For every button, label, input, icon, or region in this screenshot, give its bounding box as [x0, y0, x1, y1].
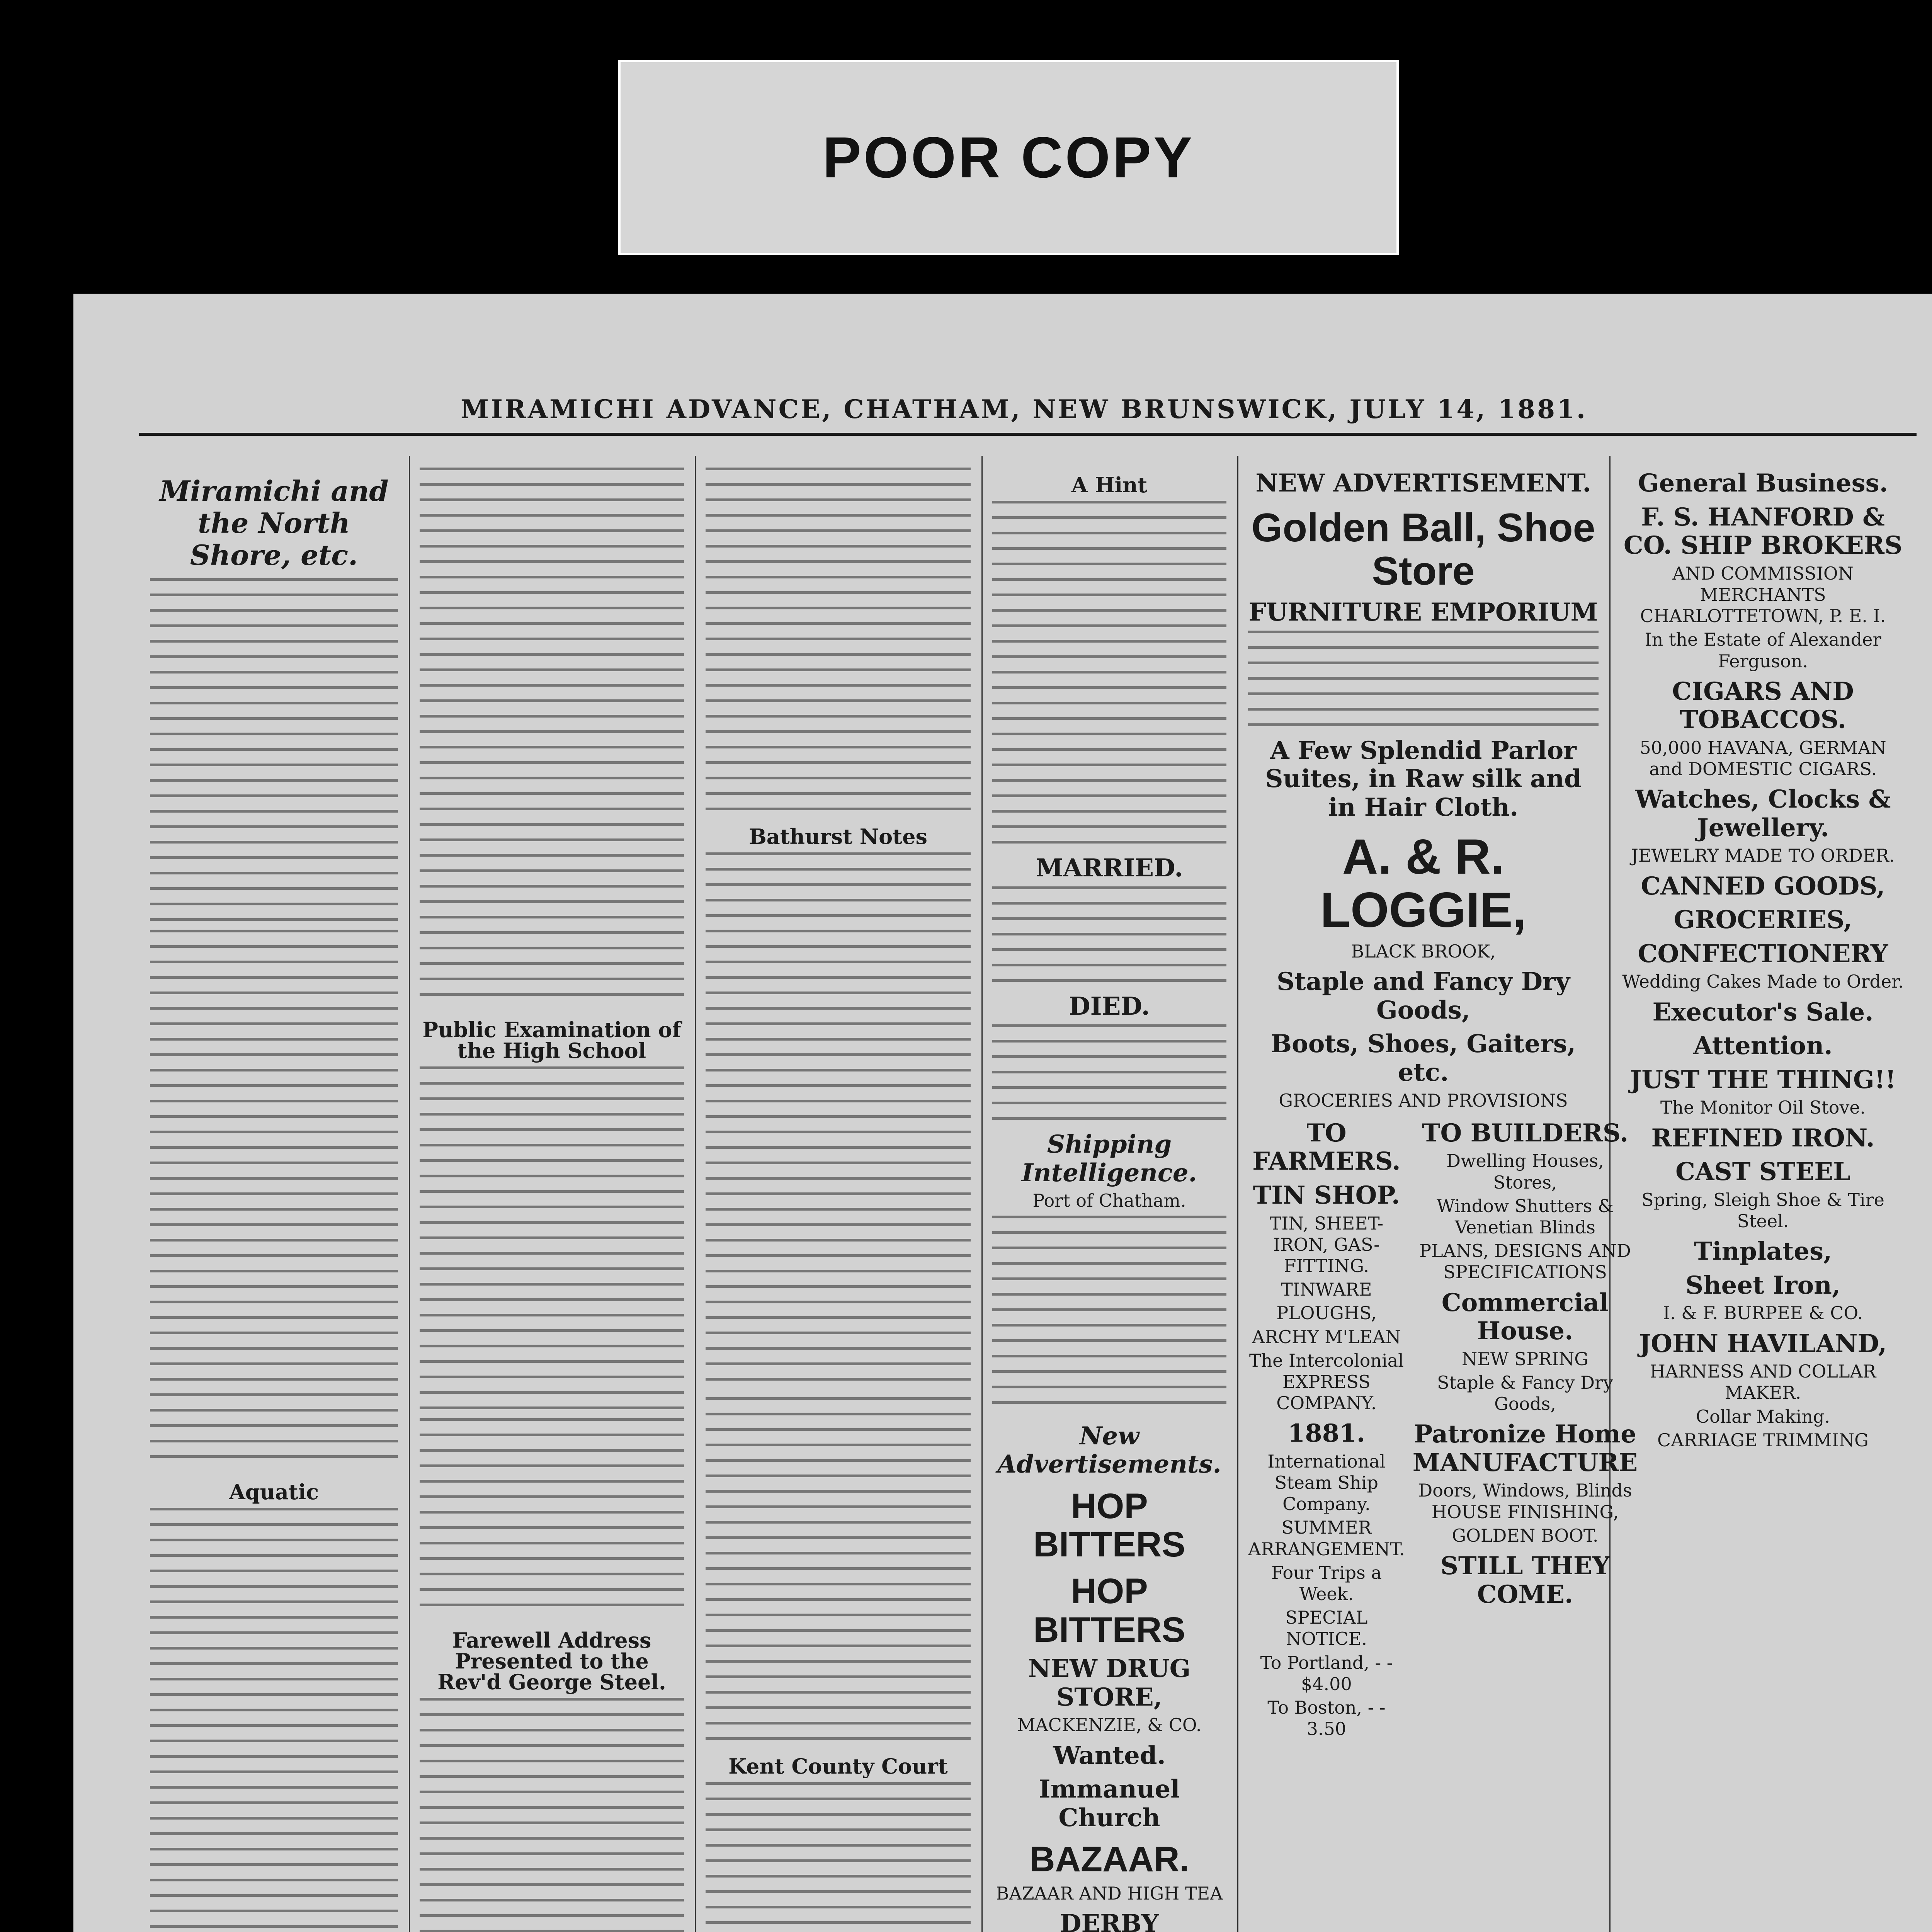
executors-sale: Executor's Sale.: [1652, 997, 1874, 1027]
kent-court-heading: Kent County Court: [728, 1754, 948, 1779]
article-text: [706, 468, 971, 815]
poor-copy-label: POOR COPY: [822, 125, 1195, 190]
to-builders: TO BUILDERS.: [1422, 1118, 1629, 1148]
column-2: [409, 464, 695, 1932]
article-text: [706, 1397, 971, 1745]
ploughs: PLOUGHS,: [1276, 1303, 1377, 1324]
spring-steel: Spring, Sleigh Shoe & Tire Steel.: [1641, 1189, 1884, 1231]
golden-ball-ad: Golden Ball, Shoe Store: [1251, 505, 1595, 594]
column-3: [695, 464, 981, 1932]
wedding-cakes: Wedding Cakes Made to Order.: [1622, 971, 1904, 992]
tinware: TINWARE: [1281, 1279, 1372, 1300]
to-farmers: TO FARMERS.: [1252, 1118, 1401, 1176]
column-4: [981, 464, 1237, 1932]
hop-bitters-ad: HOP BITTERS: [1033, 1571, 1185, 1650]
notice-text: [992, 886, 1226, 987]
notice-text: [992, 1024, 1226, 1125]
harness-maker: HARNESS AND COLLAR MAKER.: [1650, 1361, 1876, 1403]
still-they-come: STILL THEY COME.: [1440, 1551, 1610, 1609]
married-heading: MARRIED.: [1036, 854, 1183, 883]
four-trips: Four Trips a Week.: [1271, 1562, 1382, 1604]
poor-copy-stamp: [618, 60, 1399, 255]
shipping-list: [992, 1216, 1226, 1417]
shipping-heading: Shipping Intelligence.: [1022, 1130, 1197, 1187]
staple-fancy: Staple & Fancy Dry Goods,: [1437, 1372, 1614, 1415]
ad-text: [1248, 631, 1599, 731]
new-ad-banner: NEW ADVERTISEMENT.: [1255, 469, 1591, 498]
attention-heading: Attention.: [1693, 1031, 1833, 1061]
article-text: [992, 501, 1226, 849]
bathurst-heading: Bathurst Notes: [749, 824, 927, 849]
general-business: General Business.: [1638, 469, 1888, 498]
article-text: [420, 1698, 684, 1932]
summer-arrangement: SUMMER ARRANGEMENT.: [1248, 1517, 1405, 1560]
article-text: [150, 1508, 398, 1932]
immanuel-ad: Immanuel Church: [1039, 1775, 1180, 1832]
article-text: [420, 1066, 684, 1414]
cast-steel: CAST STEEL: [1675, 1157, 1851, 1187]
hint-heading: A Hint: [1071, 473, 1148, 497]
article-text: [150, 578, 398, 926]
staple-goods: Staple and Fancy Dry Goods,: [1276, 967, 1570, 1025]
loggie-ad: A. & R. LOGGIE,: [1320, 829, 1527, 938]
collar-making: Collar Making.: [1696, 1406, 1830, 1427]
article-text: [150, 930, 398, 1471]
newspaper-page: [73, 294, 1932, 1932]
tin-shop: TIN SHOP.: [1253, 1181, 1400, 1210]
to-boston: To Boston, - - 3.50: [1267, 1697, 1386, 1740]
split-left: [1248, 1114, 1405, 1742]
bazaar-ad: BAZAAR.: [1029, 1840, 1189, 1879]
article-text: [420, 1418, 684, 1619]
article-text: [706, 852, 971, 1393]
hop-bitters-ad: HOP BITTERS: [1033, 1486, 1185, 1565]
john-haviland: JOHN HAVILAND,: [1639, 1329, 1887, 1358]
drug-store-names: MACKENZIE, & CO.: [1017, 1714, 1202, 1736]
wanted-heading: Wanted.: [1053, 1741, 1166, 1770]
black-brook: BLACK BROOK,: [1351, 941, 1496, 962]
monitor-stove: The Monitor Oil Stove.: [1660, 1097, 1866, 1118]
furniture-heading: FURNITURE EMPORIUM: [1248, 598, 1598, 627]
derby-ad: DERBY: [1060, 1909, 1159, 1932]
patronize-home: Patronize Home MANUFACTURE: [1412, 1420, 1638, 1477]
article-text: [706, 1782, 971, 1932]
new-ads-heading: New Advertisements.: [997, 1421, 1221, 1479]
column-1: [139, 464, 409, 1932]
port-heading: Port of Chatham.: [1032, 1190, 1186, 1211]
tinplates: Tinplates,: [1694, 1237, 1832, 1266]
parlor-suites-ad: A Few Splendid Parlor Suites, in Raw silk and in Hair Cloth.: [1265, 736, 1582, 822]
cigars-ad: CIGARS AND TOBACCOS.: [1672, 677, 1854, 735]
died-heading: DIED.: [1069, 992, 1150, 1021]
watches-ad: Watches, Clocks & Jewellery.: [1635, 785, 1891, 842]
plans-designs: PLANS, DESIGNS AND SPECIFICATIONS: [1419, 1240, 1631, 1283]
masthead: MIRAMICHI ADVANCE, CHATHAM, NEW BRUNSWICK, JULY 14, 1881.: [461, 394, 1587, 424]
new-spring: NEW SPRING: [1462, 1348, 1588, 1369]
commission-merchants: AND COMMISSION MERCHANTS CHARLOTTETOWN, P. E. I.: [1640, 563, 1886, 627]
confectionery-ad: CONFECTIONERY: [1638, 939, 1888, 968]
doors-windows: Doors, Windows, Blinds HOUSE FINISHING,: [1418, 1480, 1632, 1522]
intercolonial-express: The Intercolonial EXPRESS COMPANY.: [1249, 1350, 1404, 1414]
canned-goods: CANNED GOODS,: [1641, 871, 1885, 901]
tin-sheet-iron: TIN, SHEET-IRON, GAS-FITTING.: [1269, 1213, 1384, 1276]
archy-mclean: ARCHY M'LEAN: [1252, 1326, 1401, 1347]
aquatic-heading: Aquatic: [229, 1480, 319, 1505]
drug-store-ad: NEW DRUG STORE,: [1028, 1654, 1191, 1712]
year-1881: 1881.: [1287, 1419, 1366, 1448]
local-news-heading: Miramichi and the North Shore, etc.: [159, 474, 389, 571]
just-the-thing: JUST THE THING!!: [1630, 1065, 1896, 1094]
masthead-rule: [139, 433, 1917, 436]
havana-cigars: 50,000 HAVANA, GERMAN and DOMESTIC CIGARS.: [1639, 737, 1886, 780]
window-shutters: Window Shutters & Venetian Blinds: [1436, 1195, 1614, 1238]
special-notice: SPECIAL NOTICE.: [1285, 1607, 1368, 1650]
bazaar-sub: BAZAAR AND HIGH TEA: [996, 1883, 1223, 1904]
commercial-house: Commercial House.: [1441, 1288, 1609, 1346]
sheet-iron: Sheet Iron,: [1685, 1270, 1841, 1300]
dwelling-houses: Dwelling Houses, Stores,: [1446, 1150, 1604, 1193]
steam-ship: International Steam Ship Company.: [1267, 1451, 1386, 1515]
groceries-ad: GROCERIES,: [1673, 905, 1852, 935]
golden-boot: GOLDEN BOOT.: [1452, 1525, 1599, 1546]
carriage-trimming: CARRIAGE TRIMMING: [1657, 1429, 1869, 1451]
groceries-provisions: GROCERIES AND PROVISIONS: [1279, 1090, 1568, 1111]
estate-notice: In the Estate of Alexander Ferguson.: [1645, 629, 1881, 672]
column-6: [1609, 464, 1917, 1932]
split-right: [1413, 1114, 1638, 1742]
hanford-ad: F. S. HANFORD & CO. SHIP BROKERS: [1623, 502, 1903, 560]
split-row: [1248, 1114, 1638, 1742]
column-5: [1237, 464, 1638, 1932]
burpee-co: I. & F. BURPEE & CO.: [1663, 1303, 1863, 1324]
jewelry-ad: JEWELRY MADE TO ORDER.: [1631, 845, 1895, 866]
to-portland: To Portland, - - $4.00: [1260, 1652, 1393, 1694]
high-school-heading: Public Examination of the High School: [422, 1017, 681, 1063]
refined-iron: REFINED IRON.: [1651, 1123, 1875, 1153]
farewell-heading: Farewell Address Presented to the Rev'd George Steel.: [437, 1628, 666, 1694]
article-text: [420, 468, 684, 1009]
boots-shoes: Boots, Shoes, Gaiters, etc.: [1270, 1029, 1576, 1087]
